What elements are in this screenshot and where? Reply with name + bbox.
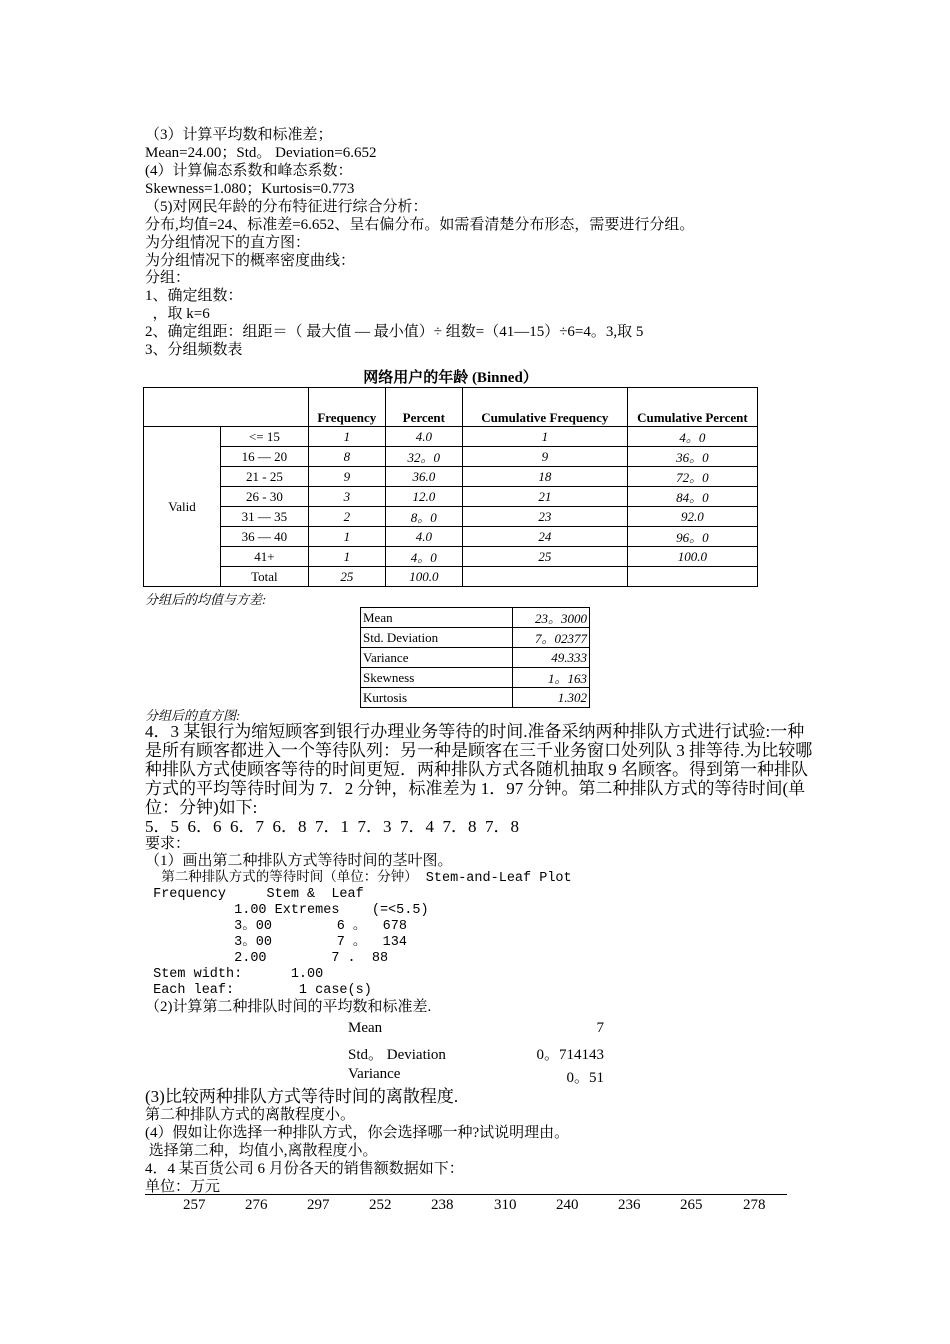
frequency-cell: 2 bbox=[308, 507, 385, 527]
frequency-cell: 1 bbox=[308, 427, 385, 447]
bin-label: 21 - 25 bbox=[221, 467, 309, 487]
percent-cell: 32。0 bbox=[385, 447, 462, 467]
stat-value: 49.333 bbox=[513, 648, 590, 668]
table-row bbox=[144, 447, 758, 467]
percent-cell: 4.0 bbox=[385, 427, 462, 447]
table-row bbox=[361, 688, 590, 708]
table-row bbox=[361, 628, 590, 648]
stem-leaf-line: Frequency Stem & Leaf bbox=[145, 887, 364, 902]
text-line: 选择第二种，均值小,离散程度小。 bbox=[145, 1143, 378, 1159]
sales-value: 276 bbox=[245, 1197, 268, 1213]
cumulative-percent-cell: 84。0 bbox=[627, 487, 757, 507]
text-line: (3)比较两种排队方式等待时间的离散程度. bbox=[145, 1087, 459, 1106]
table-row-total bbox=[144, 567, 758, 587]
stem-leaf-line: 3。00 6 。 678 bbox=[145, 919, 407, 934]
data-line: 5．5 6．6 6．7 6．8 7．1 7．3 7．4 7．8 7．8 bbox=[145, 817, 519, 836]
text-line: 第二种排队方式的离散程度小。 bbox=[145, 1107, 356, 1123]
stat-label: Std. Deviation bbox=[361, 628, 513, 648]
sales-value: 310 bbox=[494, 1197, 517, 1213]
text-line: （2)计算第二种排队时间的平均数和标准差. bbox=[145, 999, 432, 1015]
cumulative-percent-cell: 92.0 bbox=[627, 507, 757, 527]
stat-label: Variance bbox=[348, 1066, 401, 1082]
text-line: 要求： bbox=[145, 836, 191, 852]
cumulative-percent-cell: 4。0 bbox=[627, 427, 757, 447]
bin-label: Total bbox=[221, 567, 309, 587]
text-line: 单位：万元 bbox=[145, 1179, 221, 1195]
percent-cell: 8。0 bbox=[385, 507, 462, 527]
table-row bbox=[144, 487, 758, 507]
sales-value: 252 bbox=[369, 1197, 392, 1213]
text-line: （1）画出第二种排队方式等待时间的茎叶图。 bbox=[145, 853, 453, 869]
text-line: (4）计算偏态系数和峰态系数： bbox=[145, 163, 353, 179]
cumulative-percent-cell: 100.0 bbox=[627, 547, 757, 567]
table-row bbox=[361, 608, 590, 628]
cumulative-frequency-cell: 23 bbox=[462, 507, 627, 527]
grouped-stats-table bbox=[360, 607, 590, 708]
text-line: 方式的平均等待时间为 7．2 分钟，标准差为 1．97 分钟。第二种排队方式的等待时间(单 bbox=[145, 779, 806, 798]
percent-cell: 4。0 bbox=[385, 547, 462, 567]
divider bbox=[145, 1194, 787, 1195]
sales-value: 265 bbox=[680, 1197, 703, 1213]
caption: 分组后的直方图: bbox=[145, 708, 241, 723]
sales-value: 257 bbox=[183, 1197, 206, 1213]
stem-leaf-line: 第二种排队方式的等待时间（单位：分钟） Stem-and-Leaf Plot bbox=[145, 871, 572, 886]
stat-value: 7。02377 bbox=[513, 628, 590, 648]
table-row bbox=[361, 668, 590, 688]
text-line: 是所有顾客都进入一个等待队列：另一种是顾客在三千业务窗口处列队 3 排等待.为比较哪 bbox=[145, 741, 813, 760]
stat-value: 7 bbox=[596, 1020, 604, 1036]
frequency-cell: 3 bbox=[308, 487, 385, 507]
text-line: 为分组情况下的直方图： bbox=[145, 235, 311, 251]
header-cumulative-percent: Cumulative Percent bbox=[627, 388, 757, 427]
cumulative-frequency-cell: 1 bbox=[462, 427, 627, 447]
stat-label: Skewness bbox=[361, 668, 513, 688]
table-row bbox=[144, 547, 758, 567]
frequency-cell: 1 bbox=[308, 547, 385, 567]
frequency-cell: 1 bbox=[308, 527, 385, 547]
table-title: 网络用户的年龄 (Binned） bbox=[363, 370, 538, 386]
cumulative-percent-cell bbox=[627, 567, 757, 587]
stat-value: 0。714143 bbox=[536, 1047, 604, 1063]
sales-value: 297 bbox=[307, 1197, 330, 1213]
header-cumulative-frequency: Cumulative Frequency bbox=[462, 388, 627, 427]
table-row bbox=[144, 427, 758, 447]
stat-label: Kurtosis bbox=[361, 688, 513, 708]
table-row bbox=[361, 648, 590, 668]
stem-leaf-line: 1.00 Extremes (=<5.5) bbox=[145, 903, 429, 918]
cumulative-percent-cell: 36。0 bbox=[627, 447, 757, 467]
cumulative-frequency-cell: 21 bbox=[462, 487, 627, 507]
sales-value: 236 bbox=[618, 1197, 641, 1213]
stem-leaf-line: 2.00 7 . 88 bbox=[145, 951, 389, 966]
text-line: ，取 k=6 bbox=[145, 306, 210, 322]
stat-label: Std。 Deviation bbox=[348, 1047, 446, 1063]
cumulative-frequency-cell: 24 bbox=[462, 527, 627, 547]
cumulative-percent-cell: 72。0 bbox=[627, 467, 757, 487]
stat-label: Variance bbox=[361, 648, 513, 668]
stem-leaf-line: Each leaf: 1 case(s) bbox=[145, 983, 372, 998]
table-row bbox=[144, 507, 758, 527]
bin-label: 36 — 40 bbox=[221, 527, 309, 547]
text-line: （3）计算平均数和标准差； bbox=[145, 127, 333, 143]
percent-cell: 4.0 bbox=[385, 527, 462, 547]
stat-value: 23。3000 bbox=[513, 608, 590, 628]
bin-label: 41+ bbox=[221, 547, 309, 567]
text-line: 为分组情况下的概率密度曲线： bbox=[145, 253, 356, 269]
percent-cell: 100.0 bbox=[385, 567, 462, 587]
frequency-cell: 9 bbox=[308, 467, 385, 487]
row-group-label: Valid bbox=[144, 427, 221, 587]
cumulative-frequency-cell: 9 bbox=[462, 447, 627, 467]
text-line: 4．3 某银行为缩短顾客到银行办理业务等待的时间.准备采纳两种排队方式进行试验:一种 bbox=[145, 722, 805, 741]
cumulative-frequency-cell: 18 bbox=[462, 467, 627, 487]
bin-label: 16 — 20 bbox=[221, 447, 309, 467]
cumulative-frequency-cell: 25 bbox=[462, 547, 627, 567]
frequency-cell: 8 bbox=[308, 447, 385, 467]
bin-label: 31 — 35 bbox=[221, 507, 309, 527]
caption: 分组后的均值与方差: bbox=[145, 592, 267, 607]
text-line: 分组： bbox=[145, 270, 191, 286]
bin-label: <= 15 bbox=[221, 427, 309, 447]
text-line: 2、确定组距：组距＝（ 最大值 — 最小值）÷ 组数=（41—15）÷6=4。3,取 5 bbox=[145, 324, 644, 340]
percent-cell: 36.0 bbox=[385, 467, 462, 487]
frequency-table bbox=[143, 387, 758, 587]
stat-value: 1。163 bbox=[513, 668, 590, 688]
bin-label: 26 - 30 bbox=[221, 487, 309, 507]
text-line: 位：分钟)如下: bbox=[145, 798, 258, 817]
header-empty bbox=[144, 388, 309, 427]
text-line: 4．4 某百货公司 6 月份各天的销售额数据如下： bbox=[145, 1161, 464, 1177]
sales-value: 278 bbox=[743, 1197, 766, 1213]
stat-value: 1.302 bbox=[513, 688, 590, 708]
text-line: 分布,均值=24、标准差=6.652、呈右偏分布。如需看清楚分布形态，需要进行分组。 bbox=[145, 217, 695, 233]
text-line: 1、确定组数： bbox=[145, 288, 243, 304]
stat-label: Mean bbox=[361, 608, 513, 628]
text-line: 种排队方式使顾客等待的时间更短．两种排队方式各随机抽取 9 名顾客。得到第一种排队 bbox=[145, 760, 808, 779]
stat-value: 0。51 bbox=[566, 1070, 604, 1086]
table-header-row bbox=[144, 388, 758, 427]
text-line: Skewness=1.080；Kurtosis=0.773 bbox=[145, 181, 355, 197]
header-frequency: Frequency bbox=[308, 388, 385, 427]
sales-value: 238 bbox=[431, 1197, 454, 1213]
cumulative-percent-cell: 96。0 bbox=[627, 527, 757, 547]
text-line: Mean=24.00；Std。 Deviation=6.652 bbox=[145, 145, 377, 161]
cumulative-frequency-cell bbox=[462, 567, 627, 587]
header-percent: Percent bbox=[385, 388, 462, 427]
text-line: （5)对网民年龄的分布特征进行综合分析： bbox=[145, 199, 428, 215]
text-line: 3、分组频数表 bbox=[145, 342, 243, 358]
stem-leaf-line: 3。00 7 。 134 bbox=[145, 935, 407, 950]
stat-label: Mean bbox=[348, 1020, 383, 1036]
table-row bbox=[144, 467, 758, 487]
text-line: (4）假如让你选择一种排队方式，你会选择哪一种?试说明理由。 bbox=[145, 1125, 570, 1141]
table-row bbox=[144, 527, 758, 547]
percent-cell: 12.0 bbox=[385, 487, 462, 507]
frequency-cell: 25 bbox=[308, 567, 385, 587]
sales-value: 240 bbox=[556, 1197, 579, 1213]
stem-leaf-line: Stem width: 1.00 bbox=[145, 967, 324, 982]
